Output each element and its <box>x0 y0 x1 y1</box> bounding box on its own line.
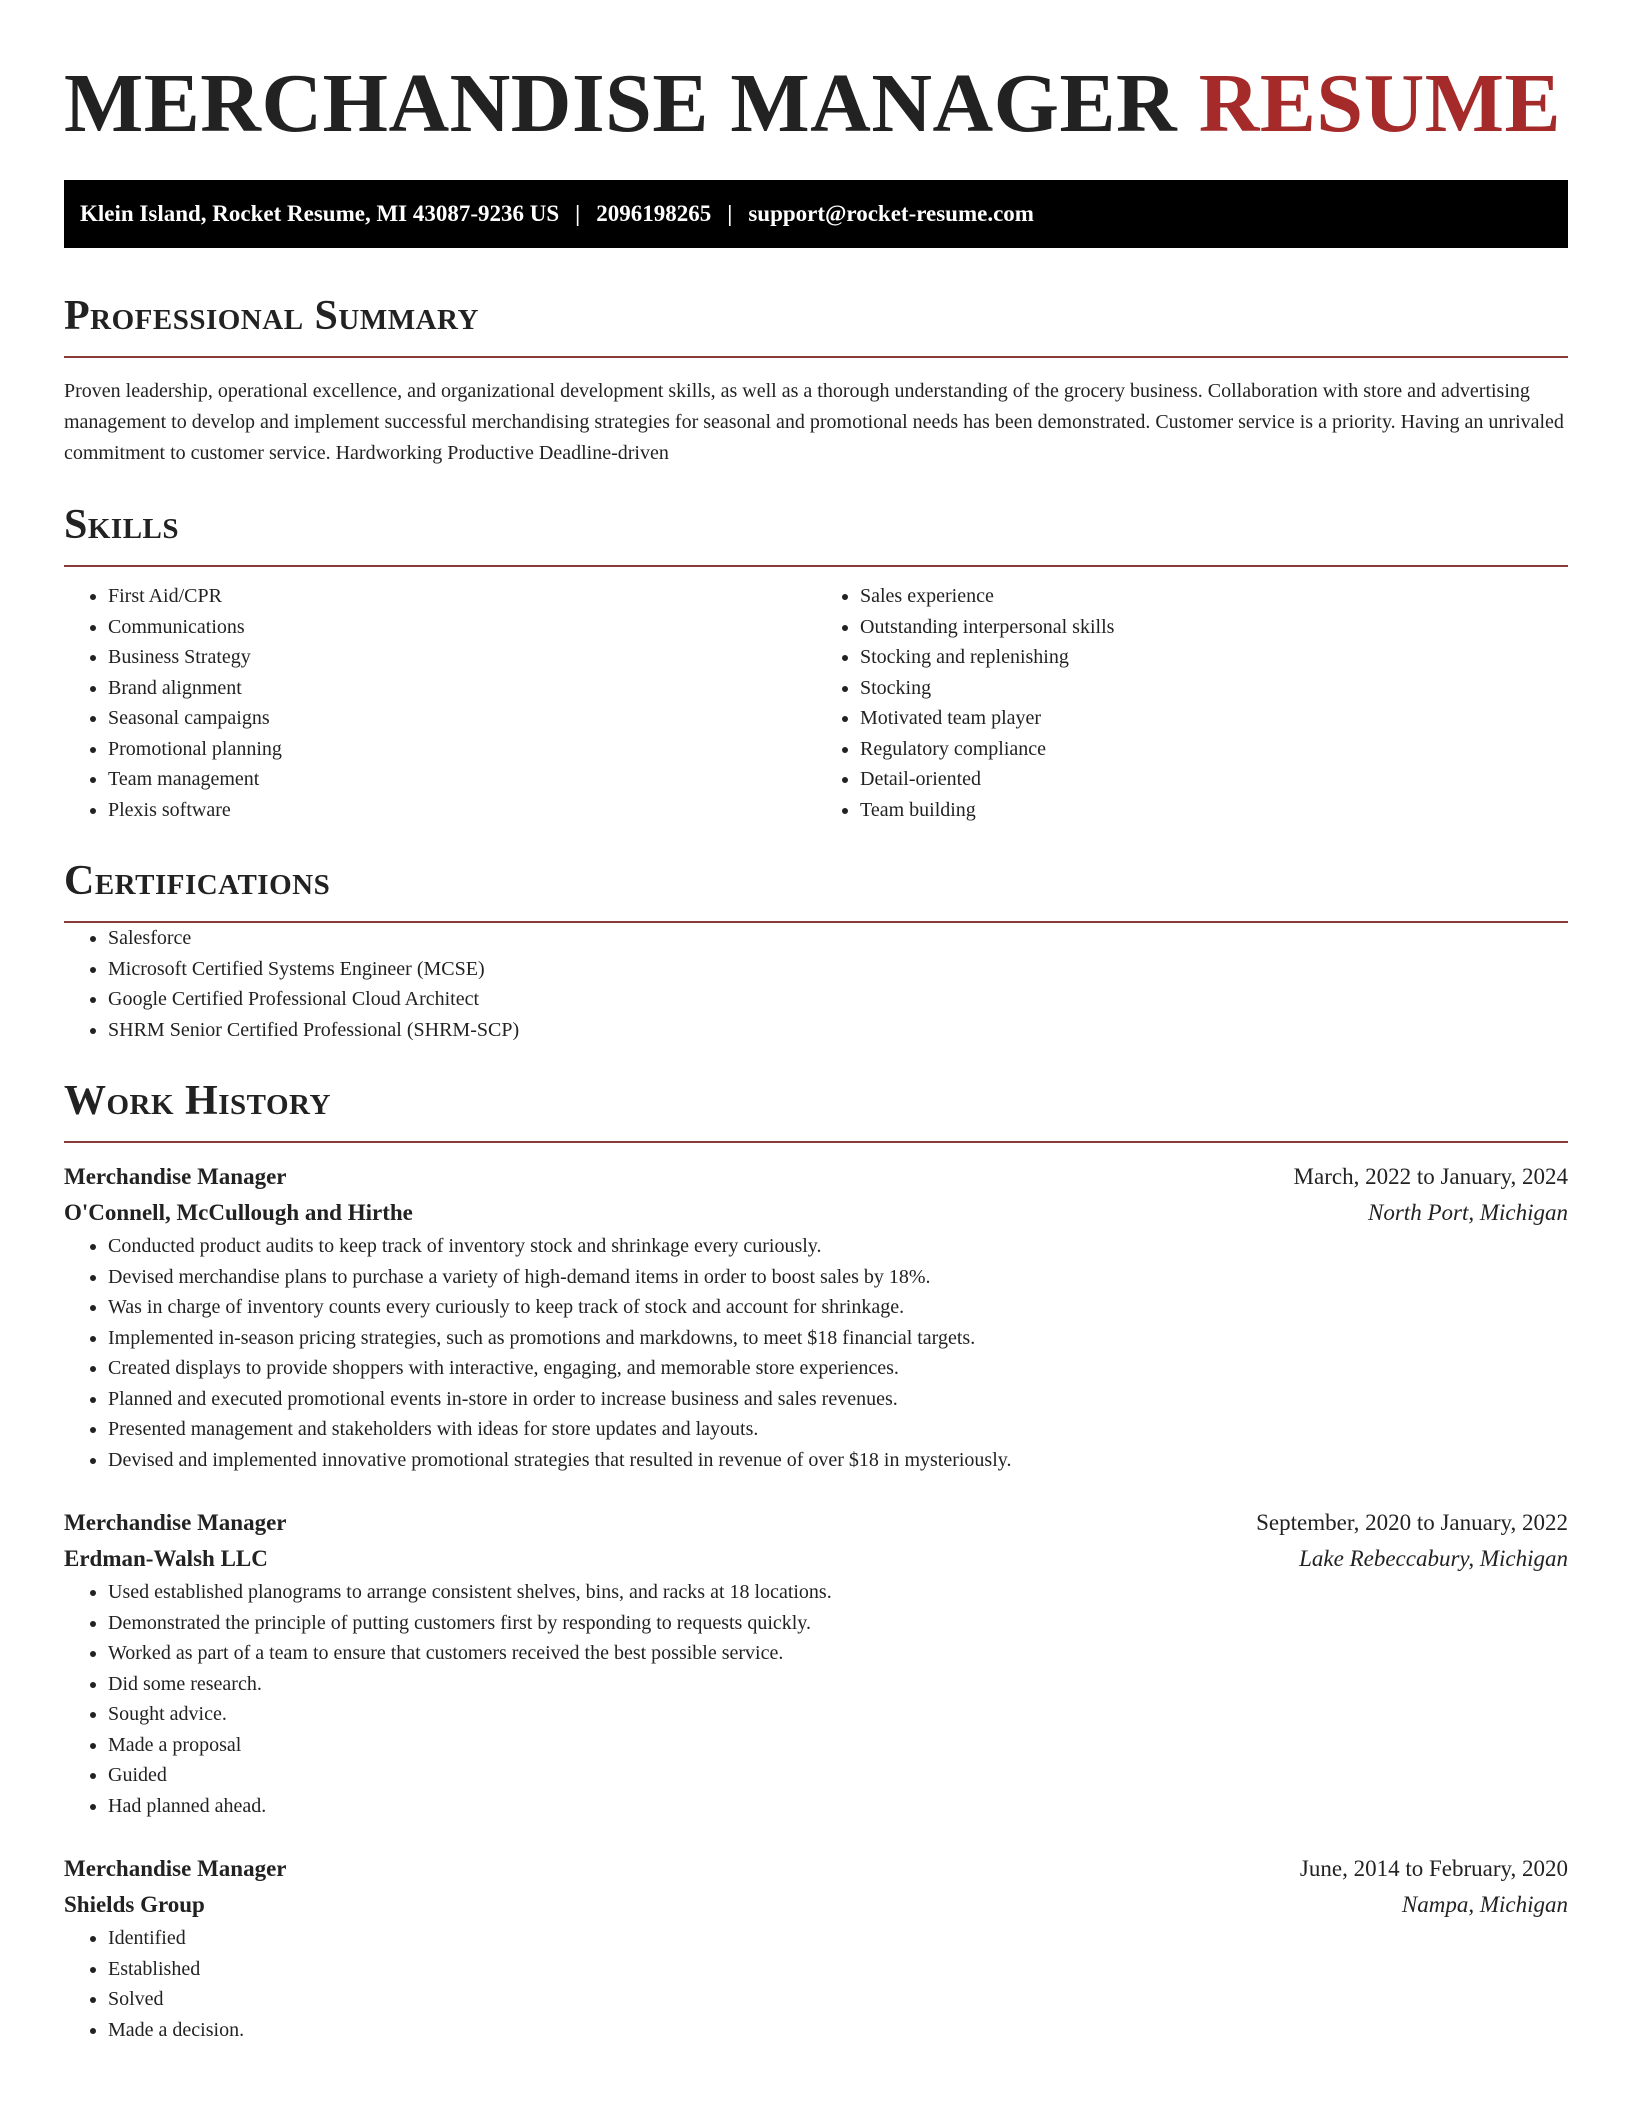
skill-item: • Detail-oriented <box>860 764 1568 795</box>
skill-item: • Promotional planning <box>108 734 816 765</box>
job-company: O'Connell, McCullough and Hirthe <box>64 1200 413 1225</box>
skill-item: • Stocking <box>860 673 1568 704</box>
job-bullet: • Worked as part of a team to ensure that customers received the best possible service. <box>108 1638 1568 1669</box>
job-title: Merchandise Manager <box>64 1510 287 1535</box>
certification-item: • Google Certified Professional Cloud Architect <box>108 984 1568 1015</box>
contact-separator: | <box>575 201 581 226</box>
job-bullets <box>64 1577 1568 1821</box>
job-bullet: • Conducted product audits to keep track of inventory stock and shrinkage every curiously. <box>108 1231 1568 1262</box>
contact-address: Klein Island, Rocket Resume, MI 43087-9236 US <box>80 201 560 226</box>
job-bullet: • Sought advice. <box>108 1699 1568 1730</box>
job-header-row <box>64 1851 1568 1887</box>
job-dates: September, 2020 to January, 2022 <box>1256 1510 1568 1535</box>
skills-list-left <box>64 581 816 825</box>
job-bullets <box>64 1923 1568 2045</box>
job-bullet: • Guided <box>108 1760 1568 1791</box>
job-bullet: • Made a proposal <box>108 1730 1568 1761</box>
contact-phone: 2096198265 <box>596 201 712 226</box>
job-bullet: • Used established planograms to arrange consistent shelves, bins, and racks at 18 locations. <box>108 1577 1568 1608</box>
job-bullet: • Devised merchandise plans to purchase a variety of high-demand items in order to boost sales by 18%. <box>108 1262 1568 1293</box>
job-company: Erdman-Walsh LLC <box>64 1546 268 1571</box>
contact-separator: | <box>727 201 733 226</box>
skill-item: • Plexis software <box>108 795 816 826</box>
section-divider <box>64 565 1568 567</box>
skills-heading: Skills <box>64 502 180 548</box>
skill-item: • Sales experience <box>860 581 1568 612</box>
work-history-section <box>64 1075 1568 2045</box>
job-location: Lake Rebeccabury, Michigan <box>1299 1546 1568 1571</box>
certifications-heading: Certifications <box>64 858 331 904</box>
skills-list-right <box>816 581 1568 825</box>
work-history-heading: Work History <box>64 1078 331 1124</box>
summary-heading: Professional Summary <box>64 293 479 339</box>
job-company-row <box>64 1195 1568 1231</box>
skill-item: • Regulatory compliance <box>860 734 1568 765</box>
job-header-row <box>64 1505 1568 1541</box>
job-header-row <box>64 1159 1568 1195</box>
job-bullet: • Was in charge of inventory counts every curiously to keep track of stock and account for shrinkage. <box>108 1292 1568 1323</box>
skill-item: • First Aid/CPR <box>108 581 816 612</box>
job-bullets <box>64 1231 1568 1475</box>
job-entry <box>64 1851 1568 2045</box>
job-entry <box>64 1159 1568 1475</box>
job-bullet: • Had planned ahead. <box>108 1791 1568 1822</box>
skill-item: • Seasonal campaigns <box>108 703 816 734</box>
job-bullet: • Created displays to provide shoppers with interactive, engaging, and memorable store experiences. <box>108 1353 1568 1384</box>
skill-item: • Outstanding interpersonal skills <box>860 612 1568 643</box>
job-bullet: • Devised and implemented innovative promotional strategies that resulted in revenue of over $18 in mysteriously. <box>108 1445 1568 1476</box>
job-bullet: • Presented management and stakeholders with ideas for store updates and layouts. <box>108 1414 1568 1445</box>
title-accent: RESUME <box>1198 57 1562 150</box>
job-dates: March, 2022 to January, 2024 <box>1293 1164 1568 1189</box>
contact-bar <box>64 180 1568 248</box>
contact-email: support@rocket-resume.com <box>748 201 1034 226</box>
certification-item: • SHRM Senior Certified Professional (SHRM-SCP) <box>108 1015 1568 1046</box>
section-divider <box>64 1141 1568 1143</box>
skill-item: • Brand alignment <box>108 673 816 704</box>
skills-columns <box>64 581 1568 825</box>
certification-item: • Salesforce <box>108 923 1568 954</box>
skill-item: • Team management <box>108 764 816 795</box>
skill-item: • Communications <box>108 612 816 643</box>
job-bullet: • Established <box>108 1954 1568 1985</box>
job-bullet: • Made a decision. <box>108 2015 1568 2046</box>
certifications-list <box>64 923 1568 1045</box>
skill-item: • Motivated team player <box>860 703 1568 734</box>
certification-item: • Microsoft Certified Systems Engineer (MCSE) <box>108 954 1568 985</box>
section-divider <box>64 356 1568 358</box>
job-location: Nampa, Michigan <box>1401 1892 1568 1917</box>
job-company: Shields Group <box>64 1892 205 1917</box>
job-bullet: • Solved <box>108 1984 1568 2015</box>
job-dates: June, 2014 to February, 2020 <box>1299 1856 1568 1881</box>
job-bullet: • Identified <box>108 1923 1568 1954</box>
job-bullet: • Implemented in-season pricing strategies, such as promotions and markdowns, to meet $18 financial targets. <box>108 1323 1568 1354</box>
summary-text: Proven leadership, operational excellence, and organizational development skills, as well as a thorough understanding of the grocery business. Collaboration with store and advertising management to develop and implement successful merchandising strategies for seasonal and promotional needs has been demonstrated. Customer service is a priority. Having an unrivaled commitment to customer service. Hardworking Productive Deadline-driven <box>64 380 1564 464</box>
job-bullet: • Planned and executed promotional events in-store in order to increase business and sales revenues. <box>108 1384 1568 1415</box>
skills-section <box>64 499 1568 825</box>
job-location: North Port, Michigan <box>1368 1200 1568 1225</box>
skill-item: • Stocking and replenishing <box>860 642 1568 673</box>
summary-section <box>64 290 1568 469</box>
skill-item: • Business Strategy <box>108 642 816 673</box>
skills-column-left <box>64 581 816 825</box>
job-company-row <box>64 1887 1568 1923</box>
job-bullet: • Demonstrated the principle of putting customers first by responding to requests quickly. <box>108 1608 1568 1639</box>
job-bullet: • Did some research. <box>108 1669 1568 1700</box>
job-title: Merchandise Manager <box>64 1164 287 1189</box>
resume-title <box>64 0 1568 152</box>
certifications-section <box>64 855 1568 1045</box>
job-title: Merchandise Manager <box>64 1856 287 1881</box>
job-entry <box>64 1505 1568 1821</box>
skills-column-right <box>816 581 1568 825</box>
skill-item: • Team building <box>860 795 1568 826</box>
job-company-row <box>64 1541 1568 1577</box>
title-main: MERCHANDISE MANAGER <box>64 57 1178 150</box>
